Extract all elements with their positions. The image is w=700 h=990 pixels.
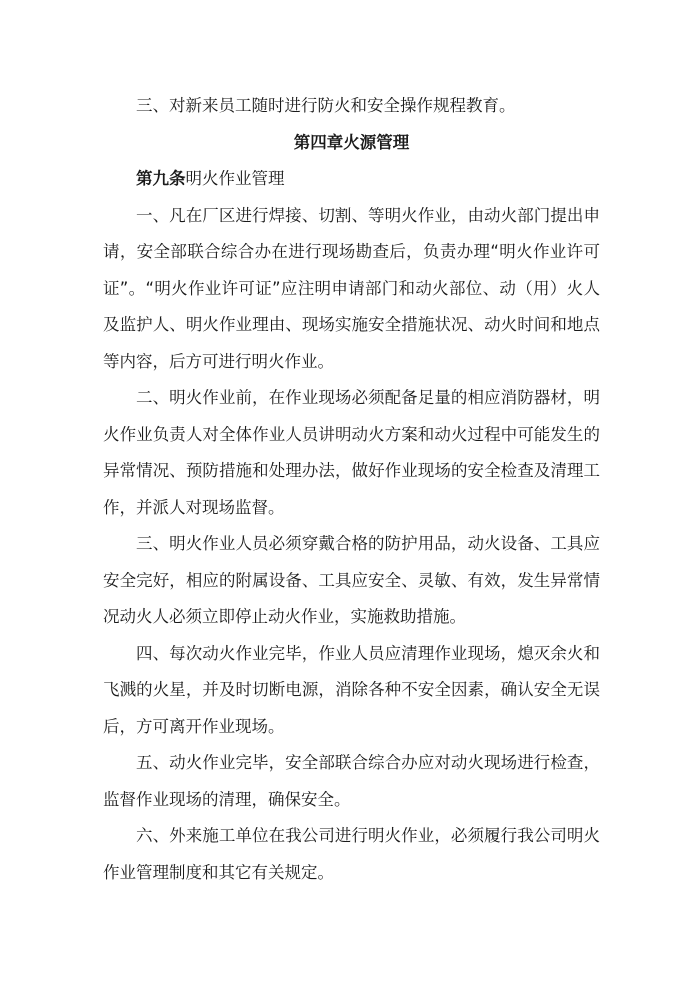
chapter-title: 第四章火源管理	[293, 132, 410, 152]
paragraph-6: 六、外来施工单位在我公司进行明火作业，必须履行我公司明火作业管理制度和其它有关规定。	[103, 826, 600, 882]
paragraph-1: 一、凡在厂区进行焊接、切割、等明火作业，由动火部门提出申请，安全部联合综合办在进行现场勘查后，负责办理“明火作业许可证”。“明火作业许可证”应注明申请部门和动火部位、动（用）火人及监护人、明火作业理由、现场实施安全措施状况、动火时间和地点等内容，后方可进行明火作业。	[103, 205, 600, 371]
paragraph-2: 二、明火作业前，在作业现场必须配备足量的相应消防器材，明火作业负责人对全体作业人员讲明动火方案和动火过程中可能发生的异常情况、预防措施和处理办法，做好作业现场的安全检查及清理工作，并派人对现场监督。	[103, 388, 600, 517]
article-title: 明火作业管理	[185, 169, 285, 188]
paragraph-5: 五、动火作业完毕，安全部联合综合办应对动火现场进行检查，监督作业现场的清理，确保安全。	[103, 753, 600, 809]
article-heading	[103, 161, 600, 198]
paragraph-3: 三、明火作业人员必须穿戴合格的防护用品，动火设备、工具应安全完好，相应的附属设备、工具应安全、灵敏、有效，发生异常情况动火人必须立即停止动火作业，实施救助措施。	[103, 534, 600, 626]
paragraph-4: 四、每次动火作业完毕，作业人员应清理作业现场，熄灭余火和飞溅的火星，并及时切断电源，消除各种不安全因素，确认安全无误后，方可离开作业现场。	[103, 643, 600, 736]
article-label: 第九条	[136, 169, 186, 188]
intro-item: 三、对新来员工随时进行防火和安全操作规程教育。	[136, 96, 516, 115]
